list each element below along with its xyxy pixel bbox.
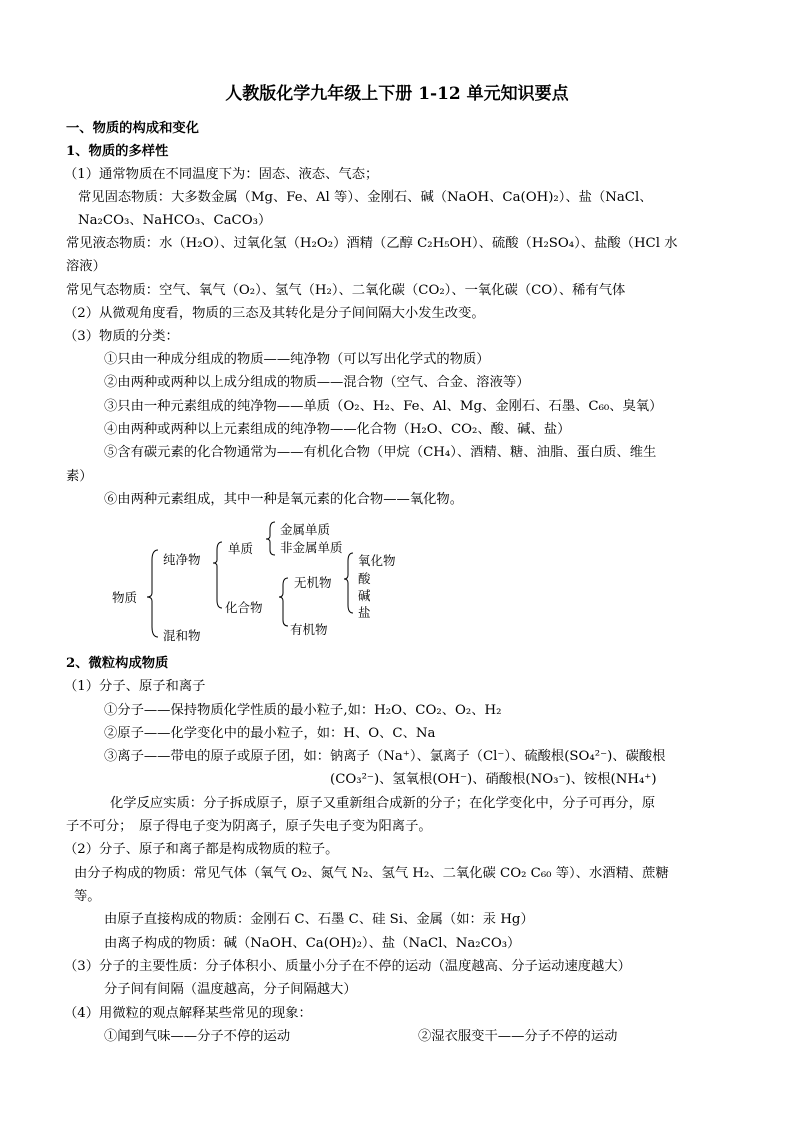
- tree-node-compound: 化合物: [225, 600, 263, 615]
- text-line: 常见气态物质：空气、氧气（O₂）、氢气（H₂）、二氧化碳（CO₂）、一氧化碳（CO）、稀有气体: [66, 283, 626, 298]
- list-item-continued: 素）: [66, 469, 93, 484]
- brace-lines: [100, 515, 430, 650]
- text-line: （2）从微观角度看，物质的三态及其转化是分子间间隔大小发生改变。: [64, 306, 485, 321]
- tree-node-metal: 金属单质: [280, 522, 331, 537]
- text-line: （3）物质的分类：: [64, 329, 179, 344]
- text-line: （2）分子、原子和离子都是构成物质的粒子。: [64, 842, 339, 857]
- text-line: 化学反应实质：分子拆成原子，原子又重新组合成新的分子；在化学变化中，分子可再分，原: [110, 796, 656, 811]
- tree-node-base: 碱: [358, 588, 371, 603]
- tree-node-salt: 盐: [358, 605, 371, 620]
- tree-node-element: 单质: [228, 541, 254, 556]
- tree-node-nonmetal: 非金属单质: [280, 540, 343, 555]
- text-line: （3）分子的主要性质：分子体积小、质量小分子在不停的运动（温度越高、分子运动速度越大）: [64, 959, 631, 974]
- text-line: 由分子构成的物质：常见气体（氧气 O₂、氮气 N₂、氢气 H₂、二氧化碳 CO₂ C₆₀ 等）、水酒精、蔗糖: [74, 866, 669, 881]
- tree-node-pure: 纯净物: [163, 552, 201, 567]
- text-line: 由原子直接构成的物质：金刚石 C、石墨 C、硅 Si、金属（如：汞 Hg）: [104, 912, 534, 927]
- list-item: ③只由一种元素组成的纯净物——单质（O₂、H₂、Fe、Al、Mg、金刚石、石墨、C₆₀、臭氧）: [104, 399, 663, 414]
- tree-node-acid: 酸: [358, 571, 371, 586]
- tree-node-organic: 有机物: [290, 622, 328, 637]
- list-item: ②原子——化学变化中的最小粒子，如：H、O、C、Na: [104, 726, 436, 741]
- subsection-heading: 2、微粒构成物质: [66, 656, 169, 671]
- text-line: 由离子构成的物质：碱（NaOH、Ca(OH)₂）、盐（NaCl、Na₂CO₃）: [104, 936, 521, 951]
- list-item: ①只由一种成分组成的物质——纯净物（可以写出化学式的物质）: [104, 352, 490, 367]
- list-item: ②由两种或两种以上成分组成的物质——混合物（空气、合金、溶液等）: [104, 375, 530, 390]
- list-item: ②湿衣服变干——分子不停的运动: [418, 1029, 618, 1044]
- list-item: ③离子——带电的原子或原子团，如：钠离子（Na⁺）、氯离子（Cl⁻）、硫酸根(SO₄²⁻)、碳酸根: [104, 749, 666, 764]
- text-line: 常见固态物质：大多数金属（Mg、Fe、Al 等）、金刚石、碱（NaOH、Ca(OH)₂）、盐（NaCl、: [78, 190, 653, 205]
- tree-node-oxide: 氧化物: [358, 553, 396, 568]
- text-line: 常见液态物质：水（H₂O）、过氧化氢（H₂O₂）酒精（乙醇 C₂H₅OH）、硫酸（H₂SO₄）、盐酸（HCl 水: [66, 236, 678, 251]
- list-item: ⑥由两种元素组成，其中一种是氧元素的化合物——氧化物。: [104, 492, 464, 507]
- list-item: ⑤含有碳元素的化合物通常为——有机化合物（甲烷（CH₄）、酒精、糖、油脂、蛋白质、维生: [104, 445, 657, 460]
- page-title: 人教版化学九年级上下册 1-12 单元知识要点: [225, 84, 569, 104]
- text-line: （1）通常物质在不同温度下为：固态、液态、气态；: [64, 167, 379, 182]
- classification-diagram: [100, 515, 430, 650]
- text-line: Na₂CO₃、NaHCO₃、CaCO₃）: [78, 213, 272, 228]
- section-heading: 一、物质的构成和变化: [66, 121, 199, 136]
- text-line: （4）用微粒的观点解释某些常见的现象：: [64, 1006, 312, 1021]
- text-line: （1）分子、原子和离子: [64, 679, 206, 694]
- tree-node-inorganic: 无机物: [294, 575, 332, 590]
- text-line: 子不可分； 原子得电子变为阴离子，原子失电子变为阳离子。: [66, 819, 432, 834]
- text-line: 溶液）: [66, 259, 106, 274]
- list-item: ④由两种或两种以上元素组成的纯净物——化合物（H₂O、CO₂、酸、碱、盐）: [104, 422, 571, 437]
- tree-node-mixture: 混和物: [163, 628, 201, 643]
- tree-node-root: 物质: [112, 590, 138, 605]
- list-item: ①闻到气味——分子不停的运动: [104, 1029, 291, 1044]
- text-line: 等。: [74, 889, 101, 904]
- list-item-continued: (CO₃²⁻)、氢氧根(OH⁻)、硝酸根(NO₃⁻)、铵根(NH₄⁺): [330, 772, 657, 787]
- text-line: 分子间有间隔（温度越高，分子间隔越大）: [104, 982, 357, 997]
- list-item: ①分子——保持物质化学性质的最小粒子,如：H₂O、CO₂、O₂、H₂: [104, 703, 502, 718]
- subsection-heading: 1、物质的多样性: [66, 144, 169, 159]
